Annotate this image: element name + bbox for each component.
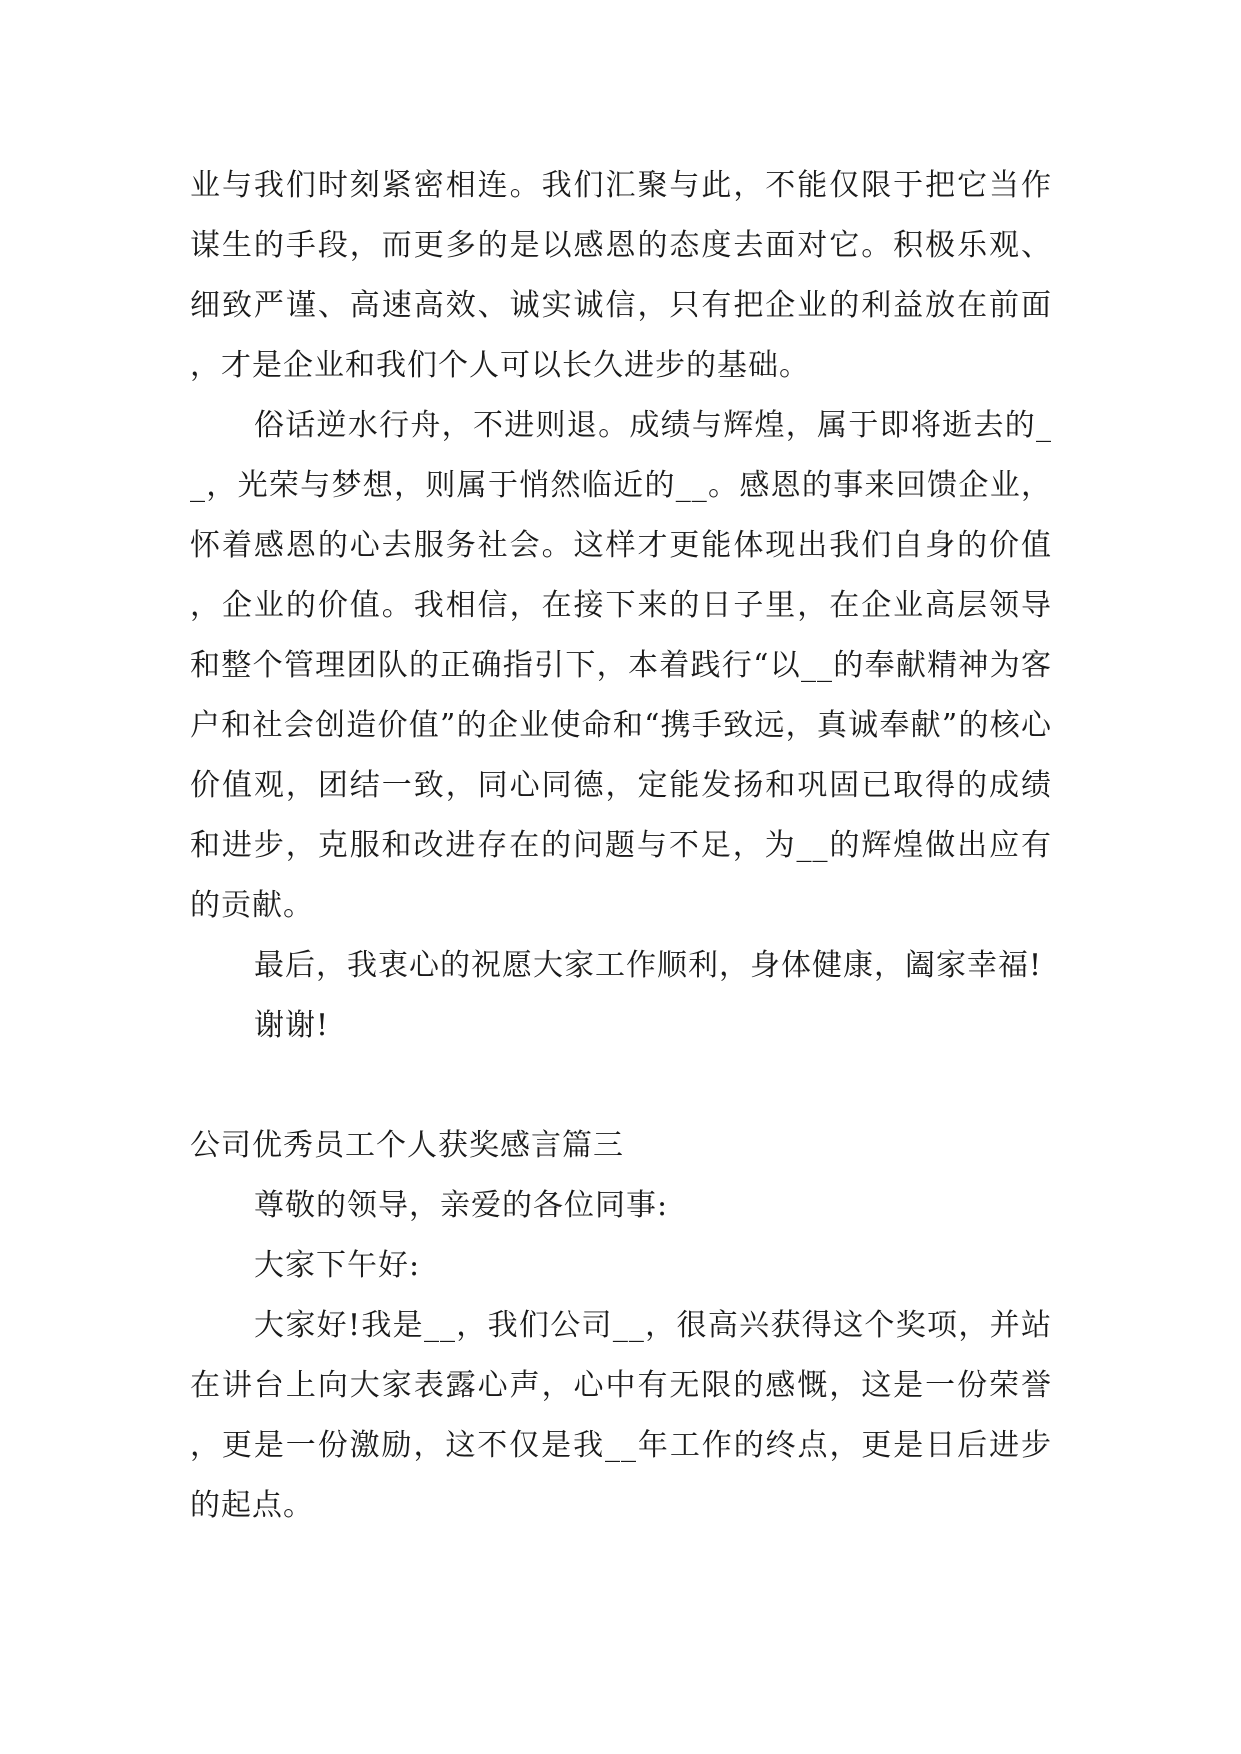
document-body <box>190 156 1052 1536</box>
section-spacer <box>190 1056 1052 1116</box>
paragraph-continuation: 业与我们时刻紧密相连。我们汇聚与此，不能仅限于把它当作谋生的手段，而更多的是以感恩的态度去面对它。积极乐观、细致严谨、高速高效、诚实诚信，只有把企业的利益放在前面，才是企业和我们个人可以长久进步的基础。 <box>190 168 1052 383</box>
paragraph-greeting: 大家下午好: <box>254 1248 421 1283</box>
paragraph-wishes: 最后，我衷心的祝愿大家工作顺利，身体健康，阖家幸福! <box>254 948 1043 983</box>
paragraph-progress: 俗话逆水行舟，不进则退。成绩与辉煌，属于即将逝去的__，光荣与梦想，则属于悄然临近的__。感恩的事来回馈企业，怀着感恩的心去服务社会。这样才更能体现出我们自身的价值，企业的价值。我相信，在接下来的日子里，在企业高层领导和整个管理团队的正确指引下，本着践行“以__的奉献精神为客户和社会创造价值”的企业使命和“携手致远，真诚奉献”的核心价值观，团结一致，同心同德，定能发扬和巩固已取得的成绩和进步，克服和改进存在的问题与不足，为__的辉煌做出应有的贡献。 <box>190 408 1052 923</box>
paragraph-introduction: 大家好!我是__，我们公司__，很高兴获得这个奖项，并站在讲台上向大家表露心声，心中有无限的感慨，这是一份荣誉，更是一份激励，这不仅是我__年工作的终点，更是日后进步的起点。 <box>190 1308 1052 1523</box>
paragraph-salutation: 尊敬的领导，亲爱的各位同事: <box>254 1188 669 1223</box>
section-title: 公司优秀员工个人获奖感言篇三 <box>190 1128 624 1163</box>
paragraph-thanks: 谢谢! <box>254 1008 330 1043</box>
